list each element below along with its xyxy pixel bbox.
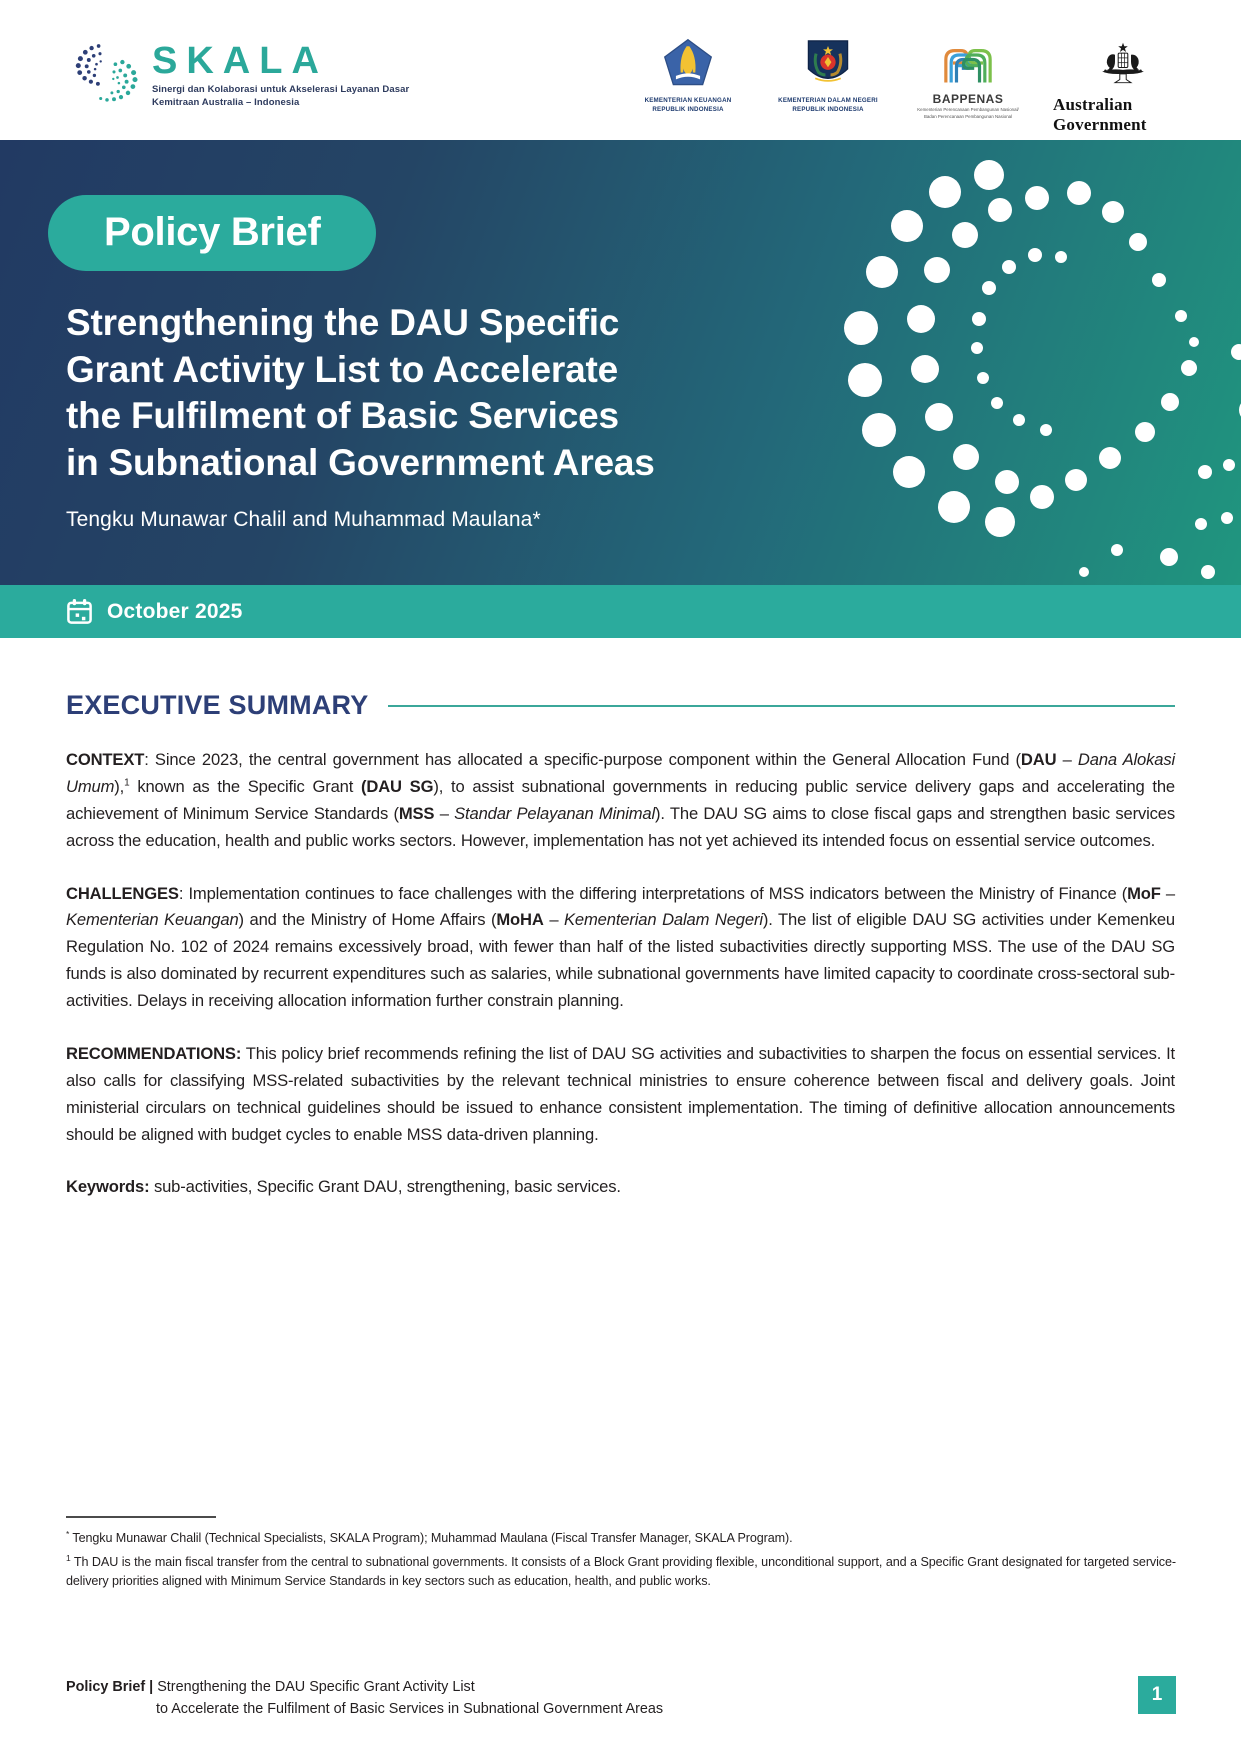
page-title-line-3: the Fulfilment of Basic Services — [66, 395, 619, 437]
footnote-rule — [66, 1516, 216, 1518]
footer-citation — [66, 1676, 663, 1721]
page-footer — [66, 1676, 1176, 1721]
kemendagri-caption-2: REPUBLIK INDONESIA — [792, 106, 864, 114]
logo-bar — [0, 0, 1241, 140]
page-title-line-4: in Subnational Government Areas — [66, 441, 655, 483]
policy-brief-label: Policy Brief — [104, 210, 321, 254]
challenges-label: CHALLENGES — [66, 883, 179, 903]
section-divider — [388, 705, 1175, 707]
executive-summary-header — [66, 690, 1175, 721]
page-title-line-1: Strengthening the DAU Specific — [66, 302, 620, 343]
kemenkeu-emblem-icon — [662, 34, 714, 92]
main-content — [0, 638, 1241, 1201]
paragraph-keywords — [66, 1174, 1175, 1201]
paragraph-recommendations: RECOMMENDATIONS: This policy brief recommends refining the list of DAU SG activities and subactivities to sharpen the focus on essential services. It also calls for classifying MSS-related subactivities by the relevant technical ministries to ensure coherence between fiscal and delivery goals. Joint ministerial circulars on technical guidelines should be issued to enhance consistent implementation. The timing of definitive allocation announcements should be aligned with budget cycles to enable MSS data-driven planning. — [66, 1043, 1175, 1144]
executive-summary-title: EXECUTIVE SUMMARY — [66, 690, 369, 720]
kemendagri-logo — [773, 34, 883, 115]
australian-coat-of-arms-icon — [1091, 34, 1155, 92]
recommendations-label: RECOMMENDATIONS: — [66, 1043, 242, 1063]
decorative-dot-pattern — [761, 140, 1241, 585]
kemendagri-caption-1: KEMENTERIAN DALAM NEGERI — [778, 97, 878, 104]
government-logos — [633, 34, 1193, 135]
authors-line: Tengku Munawar Chalil and Muhammad Maulana* — [66, 508, 541, 531]
keywords-label: Keywords: — [66, 1177, 150, 1197]
kemenkeu-caption-2: REPUBLIK INDONESIA — [652, 106, 724, 114]
policy-brief-pill — [48, 195, 376, 271]
skala-name: SKALA — [152, 40, 328, 82]
skala-tagline-2: Kemitraan Australia – Indonesia — [152, 96, 300, 108]
bappenas-logo — [913, 34, 1023, 120]
bappenas-emblem-icon — [937, 34, 999, 92]
calendar-icon — [66, 598, 93, 625]
kemendagri-emblem-icon — [805, 34, 851, 92]
footer-label: Policy Brief | — [66, 1679, 154, 1695]
bappenas-name: BAPPENAS — [932, 92, 1004, 106]
page-number-badge: 1 — [1138, 1676, 1176, 1714]
skala-wordmark — [152, 38, 409, 110]
footnotes — [66, 1516, 1176, 1596]
australian-government-logo — [1053, 34, 1193, 135]
footer-title-line-1: Strengthening the DAU Specific Grant Activity List — [157, 1679, 475, 1695]
skala-tagline-1: Sinergi dan Kolaborasi untuk Akselerasi Layanan Dasar — [152, 84, 410, 95]
kemenkeu-logo — [633, 34, 743, 115]
kemenkeu-caption-1: KEMENTERIAN KEUANGAN — [644, 97, 732, 104]
footnote-marker-1: 1 — [66, 1552, 71, 1563]
footnote-dau-text: Th DAU is the main fiscal transfer from the central to subnational governments. It consists of a Block Grant providing flexible, unconditional support, and a Specific Grant designated for targeted service-delivery priorities aligned with Minimum Service Standards in key sectors such as education, health, and public works. — [66, 1554, 1176, 1588]
skala-mark-icon — [72, 39, 142, 109]
hero-banner — [0, 140, 1241, 585]
page-title-line-2: Grant Activity List to Accelerate — [66, 348, 618, 390]
paragraph-challenges: CHALLENGES: Implementation continues to face challenges with the differing interpretations of MSS indicators between the Ministry of Finance (MoF – Kementerian Keuangan) and the Ministry of Home Affairs (MoHA – Kementerian Dalam Negeri). The list of eligible DAU SG activities under Kemenkeu Regulation No. 102 of 2024 remains excessively broad, with fewer than half of the listed subactivities directly supporting MSS. The use of the DAU SG funds is also dominated by recurrent expenditures such as salaries, while subnational governments have limited capacity to coordinate cross-sectoral sub-activities. Delays in receiving allocation information further constrain planning. — [66, 883, 1175, 1010]
footnote-dau — [66, 1553, 1176, 1591]
paragraph-context: CONTEXT: Since 2023, the central government has allocated a specific-purpose component within the General Allocation Fund (DAU – Dana Alokasi Umum),$^1$ known as the Specific Grant (DAU SG), to assist subnational governments in reducing public service delivery gaps and accelerating the achievement of Minimum Service Standards (MSS – Standar Pelayanan Minimal). The DAU SG aims to close fiscal gaps and strengthen basic services across the education, health and public works sectors. However, implementation has not yet achieved its intended focus on essential service outcomes. — [66, 750, 1176, 850]
bappenas-sub-2: Badan Perencanaan Pembangunan Nasional — [923, 113, 1013, 119]
date-bar — [0, 585, 1241, 638]
page-title — [66, 300, 746, 486]
bappenas-sub-1: Kementerian Perencanaan Pembangunan Nasional/ — [917, 107, 1019, 112]
context-label: CONTEXT — [66, 750, 145, 769]
keywords-value: sub-activities, Specific Grant DAU, strengthening, basic services. — [153, 1177, 621, 1197]
footer-citation-line-1 — [66, 1676, 663, 1698]
publication-date: October 2025 — [107, 599, 243, 623]
footnote-author-text: Tengku Munawar Chalil (Technical Specialists, SKALA Program); Muhammad Maulana (Fiscal Transfer Manager, SKALA Program). — [72, 1530, 793, 1545]
footnote-marker-star: * — [66, 1528, 70, 1539]
footer-title-line-2: to Accelerate the Fulfilment of Basic Services in Subnational Government Areas — [156, 1701, 664, 1718]
australian-government-name: Australian Government — [1053, 95, 1147, 134]
footnote-author — [66, 1529, 1176, 1548]
skala-logo — [72, 38, 409, 110]
